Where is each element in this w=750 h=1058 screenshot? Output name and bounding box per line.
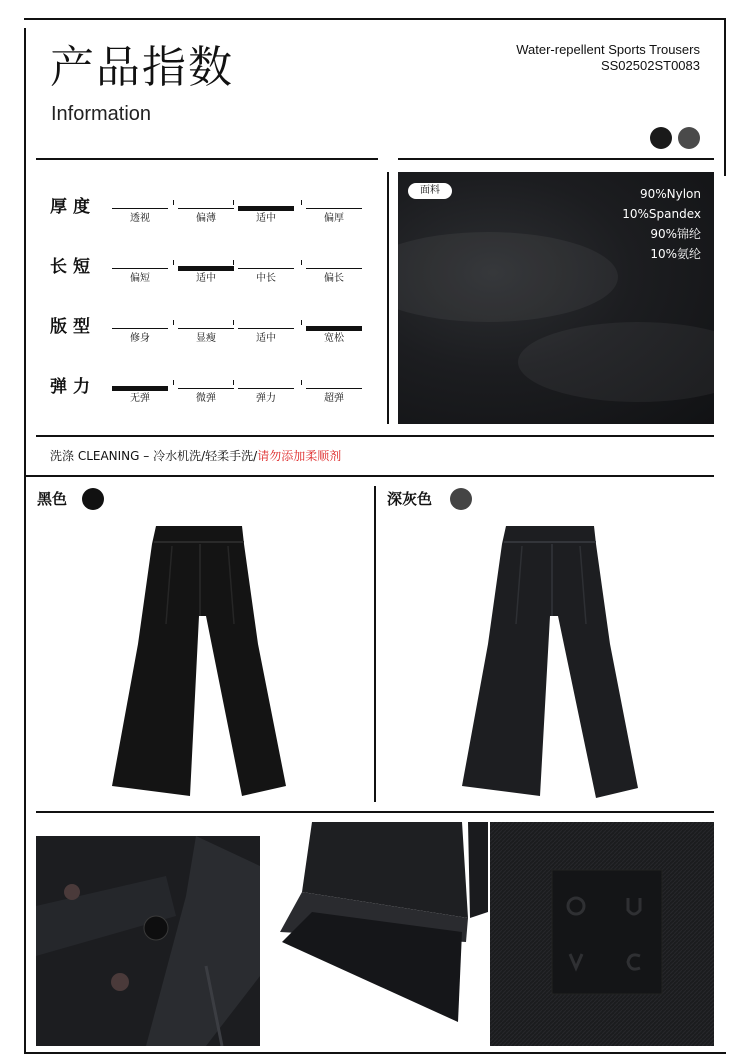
attribute-option-label: 宽松 bbox=[324, 333, 344, 344]
attribute-option-label: 弹力 bbox=[256, 393, 276, 404]
header-divider-right bbox=[398, 158, 714, 160]
color-dot-black bbox=[82, 488, 104, 510]
scale-tick bbox=[233, 380, 234, 385]
attribute-option-label: 修身 bbox=[130, 333, 150, 344]
attribute-option-label: 偏厚 bbox=[324, 213, 344, 224]
level-line bbox=[178, 388, 234, 389]
swatch-black[interactable] bbox=[650, 127, 672, 149]
attributes-divider bbox=[387, 172, 389, 424]
fabric-swatch-photo bbox=[398, 172, 714, 424]
scale-tick bbox=[233, 200, 234, 205]
selected-level-bar bbox=[238, 206, 294, 211]
header-divider-left bbox=[36, 158, 378, 160]
selected-level-bar bbox=[178, 266, 234, 271]
product-name: Water-repellent Sports Trousers bbox=[516, 42, 700, 57]
level-line bbox=[306, 208, 362, 209]
fabric-badge: 面料 bbox=[408, 183, 452, 199]
cleaning-instructions bbox=[50, 448, 341, 464]
fabric-sheen bbox=[398, 232, 618, 322]
brand-label-patch bbox=[552, 870, 662, 994]
snap-button-icon bbox=[111, 973, 129, 991]
scale-tick bbox=[173, 200, 174, 205]
attribute-option-label: 适中 bbox=[256, 213, 276, 224]
scale-tick bbox=[301, 200, 302, 205]
button-icon bbox=[144, 916, 168, 940]
attribute-option-label: 透视 bbox=[130, 213, 150, 224]
cleaning-top-rule bbox=[36, 435, 714, 437]
level-line bbox=[306, 388, 362, 389]
detail-photo-waistband bbox=[36, 836, 260, 1046]
level-line bbox=[112, 208, 168, 209]
cleaning-bottom-rule bbox=[26, 475, 714, 477]
attribute-option-label: 微弹 bbox=[196, 393, 216, 404]
attribute-label: 厚度 bbox=[50, 197, 96, 217]
attribute-option-label: 超弹 bbox=[324, 393, 344, 404]
color-name-darkgray: 深灰色 bbox=[387, 490, 433, 508]
color-name-black: 黑色 bbox=[37, 490, 68, 508]
composition-line: 10%氨纶 bbox=[650, 247, 701, 261]
attribute-option-label: 偏短 bbox=[130, 273, 150, 284]
attribute-option-label: 无弹 bbox=[130, 393, 150, 404]
level-line bbox=[238, 268, 294, 269]
hem-illustration bbox=[272, 822, 488, 1046]
attribute-label: 版型 bbox=[50, 317, 96, 337]
level-line bbox=[112, 328, 168, 329]
color-dot-darkgray bbox=[450, 488, 472, 510]
scale-tick bbox=[233, 320, 234, 325]
attribute-label: 弹力 bbox=[50, 377, 96, 397]
selected-level-bar bbox=[306, 326, 362, 331]
attribute-label: 长短 bbox=[50, 257, 96, 277]
cleaning-text: 洗涤 CLEANING – 冷水机洗/轻柔手洗/ bbox=[50, 449, 258, 463]
attribute-option-label: 偏长 bbox=[324, 273, 344, 284]
attribute-option-label: 适中 bbox=[196, 273, 216, 284]
snap-button-icon bbox=[64, 884, 80, 900]
attribute-option-label: 适中 bbox=[256, 333, 276, 344]
scale-tick bbox=[173, 320, 174, 325]
swatch-gray[interactable] bbox=[678, 127, 700, 149]
fabric-sheen bbox=[518, 322, 714, 402]
page-title: 产品指数 bbox=[50, 42, 234, 93]
detail-photo-hem bbox=[272, 822, 488, 1046]
composition-line: 90%Nylon bbox=[639, 187, 701, 201]
attribute-option-label: 显瘦 bbox=[196, 333, 216, 344]
level-line bbox=[306, 268, 362, 269]
attribute-option-label: 中长 bbox=[256, 273, 276, 284]
level-line bbox=[112, 268, 168, 269]
top-rule bbox=[24, 18, 726, 20]
colors-divider bbox=[374, 486, 376, 802]
left-frame-line bbox=[24, 28, 26, 1054]
composition-line: 90%锦纶 bbox=[650, 227, 701, 241]
page-subtitle: Information bbox=[51, 103, 152, 125]
trousers-darkgray-image bbox=[460, 524, 640, 800]
trousers-black-image bbox=[110, 524, 288, 800]
scale-tick bbox=[173, 260, 174, 265]
scale-tick bbox=[233, 260, 234, 265]
level-line bbox=[178, 328, 234, 329]
scale-tick bbox=[301, 260, 302, 265]
scale-tick bbox=[173, 380, 174, 385]
composition-line: 10%Spandex bbox=[622, 207, 701, 221]
selected-level-bar bbox=[112, 386, 168, 391]
product-code: SS02502ST0083 bbox=[600, 58, 700, 73]
logo-label-illustration bbox=[490, 822, 714, 1046]
detail-top-rule bbox=[36, 811, 714, 813]
bottom-rule bbox=[24, 1052, 726, 1054]
level-line bbox=[238, 328, 294, 329]
level-line bbox=[238, 388, 294, 389]
detail-photo-label bbox=[490, 822, 714, 1046]
right-frame-line bbox=[724, 18, 726, 176]
scale-tick bbox=[301, 380, 302, 385]
level-line bbox=[178, 208, 234, 209]
fabric-composition bbox=[622, 184, 701, 264]
waistband-illustration bbox=[36, 836, 260, 1046]
attribute-option-label: 偏薄 bbox=[196, 213, 216, 224]
cleaning-warning: 请勿添加柔顺剂 bbox=[257, 449, 342, 463]
scale-tick bbox=[301, 320, 302, 325]
product-info bbox=[516, 42, 700, 74]
